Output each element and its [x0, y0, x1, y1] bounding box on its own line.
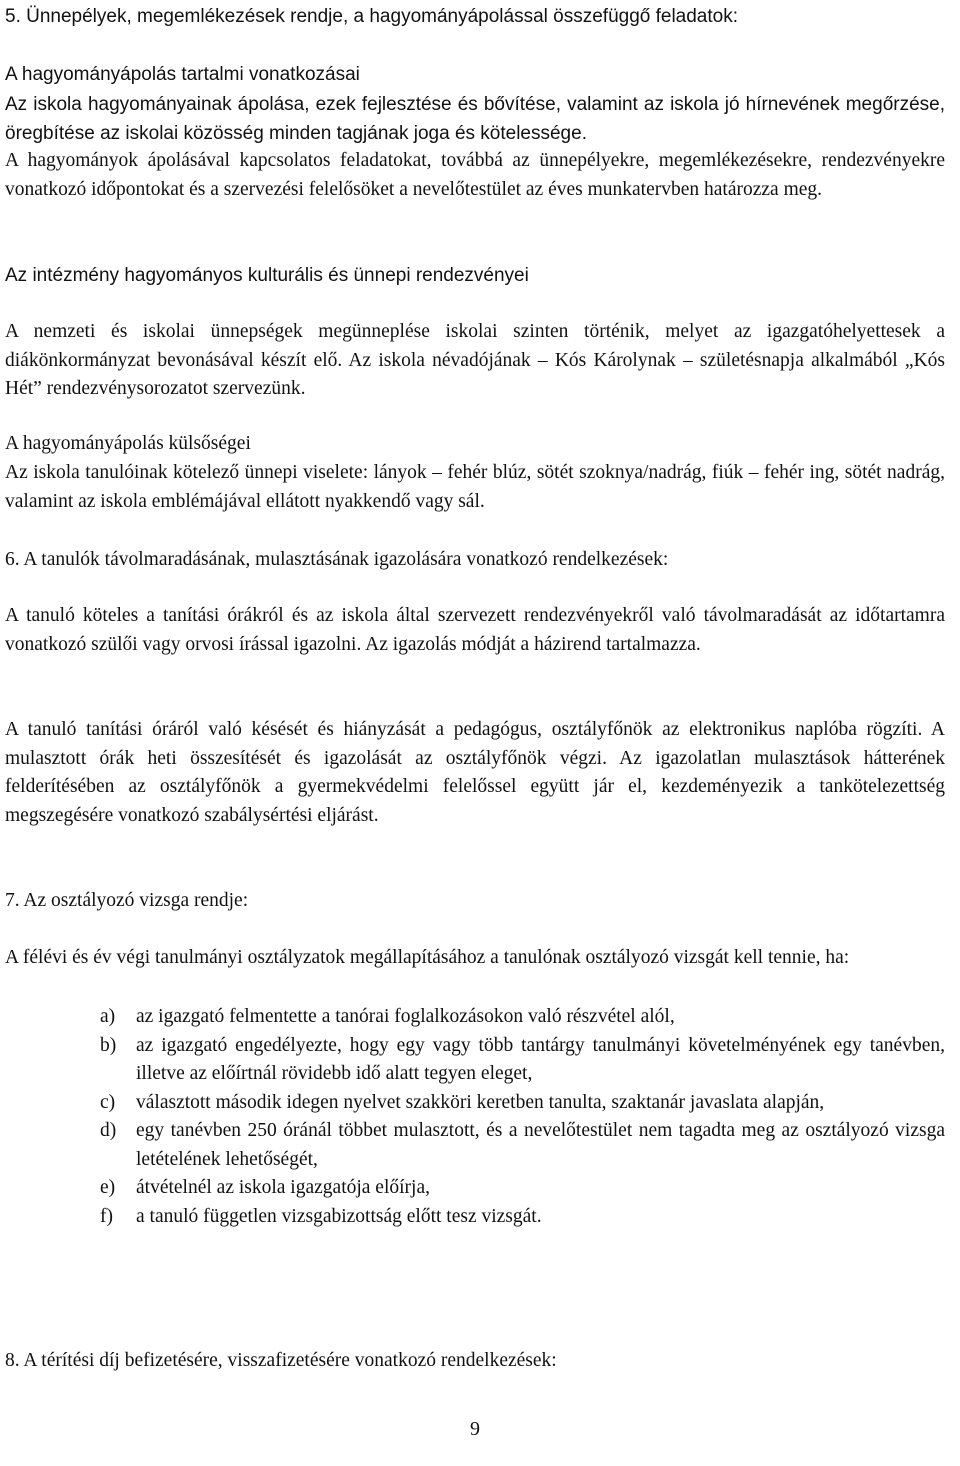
list-item [100, 1174, 945, 1203]
page-number: 9 [470, 1418, 480, 1440]
list-item [100, 1003, 945, 1032]
list-item-text: egy tanévben 250 óránál többet mulasztott, és a nevelőtestület nem tagadta meg az osztályozó vizsga letételének lehetőségét, [136, 1120, 945, 1170]
list-marker: f) [100, 1205, 113, 1227]
section-8-heading: 8. A térítési díj befizetésére, visszafizetésére vonatkozó rendelkezések: [5, 1350, 557, 1371]
list-item [100, 1032, 945, 1089]
section-6-heading: 6. A tanulók távolmaradásának, mulasztásának igazolására vonatkozó rendelkezések: [5, 549, 669, 570]
list-item-text: az igazgató felmentette a tanórai foglalkozásokon való részvétel alól, [136, 1006, 675, 1027]
list-item [100, 1117, 945, 1174]
list-item-text: az igazgató engedélyezte, hogy egy vagy több tantárgy tanulmányi követelményének egy tanévben, illetve az előírtnál rövidebb idő alatt tegyen eleget, [136, 1034, 945, 1084]
list-marker: c) [100, 1091, 116, 1113]
section-6-paragraph-2: A tanuló tanítási óráról való késését és hiányzását a pedagógus, osztályfőnök az elektronikus naplóba rögzíti. A mulasztott órák heti összesítését és igazolását az osztályfőnök végzi. Az igazolatlan mulasztások hátterének felderítésében az osztályfőnök a gyermekvédelmi felelőssel együtt jár el, kezdeményezik a tankötelezettség megszegésére vonatkozó szabálysértési eljárást. [5, 719, 945, 826]
document-page [5, 0, 945, 1466]
section-5-subtitle-content: A hagyományápolás tartalmi vonatkozásai [5, 64, 360, 85]
list-item-text: választott második idegen nyelvet szakköri keretben tanulta, szaktanár javaslata alapján, [136, 1091, 825, 1113]
exam-conditions-list [100, 1003, 945, 1231]
list-item-text: átvételnél az iskola igazgatója előírja, [136, 1177, 430, 1198]
section-5-subtitle-events: Az intézmény hagyományos kulturális és ünnepi rendezvényei [5, 265, 529, 286]
list-marker: e) [100, 1177, 116, 1198]
list-item [100, 1089, 945, 1118]
section-5-tradition-paragraph: Az iskola hagyományainak ápolása, ezek fejlesztése és bővítése, valamint az iskola jó hírnevének megőrzése, öregbítése az iskolai közösség minden tagjának joga és kötelessége. [5, 94, 945, 144]
section-5-heading: 5. Ünnepélyek, megemlékezések rendje, a hagyományápolással összefüggő feladatok: [5, 6, 739, 27]
list-item-text: a tanuló független vizsgabizottság előtt tesz vizsgát. [136, 1205, 542, 1227]
section-5-dress-code-paragraph: Az iskola tanulóinak kötelező ünnepi viselete: lányok – fehér blúz, sötét szoknya/nadrág, fiúk – fehér ing, sötét nadrág, valamint az iskola emblémájával ellátott nyakkendő vagy sál. [5, 462, 945, 512]
section-5-events-paragraph: A nemzeti és iskolai ünnepségek megünneplése iskolai szinten történik, melyet az igazgatóhelyettesek a diákönkormányzat bevonásával készít elő. Az iskola névadójának – Kós Károlynak – születésnapja alkalmából „Kós Hét” rendezvénysorozatot szervezünk. [5, 321, 945, 399]
section-5-subtitle-externals: A hagyományápolás külsőségei [5, 433, 251, 454]
section-6-paragraph-1: A tanuló köteles a tanítási órákról és az iskola által szervezett rendezvényekről való távolmaradását az időtartamra vonatkozó szülői vagy orvosi írással igazolni. Az igazolás módját a házirend tartalmazza. [5, 605, 945, 655]
section-7-intro: A félévi és év végi tanulmányi osztályzatok megállapításához a tanulónak osztályozó vizsgát kell tennie, ha: [5, 947, 850, 968]
section-7-heading: 7. Az osztályozó vizsga rendje: [5, 890, 249, 911]
list-marker: a) [100, 1006, 116, 1027]
section-5-tasks-paragraph: A hagyományok ápolásával kapcsolatos feladatokat, továbbá az ünnepélyekre, megemlékezésekre, rendezvényekre vonatkozó időpontokat és a szervezési felelősöket a nevelőtestület az éves munkatervben határozza meg. [5, 150, 945, 200]
list-marker: b) [100, 1034, 117, 1056]
list-marker: d) [100, 1120, 117, 1141]
list-item [100, 1203, 945, 1232]
